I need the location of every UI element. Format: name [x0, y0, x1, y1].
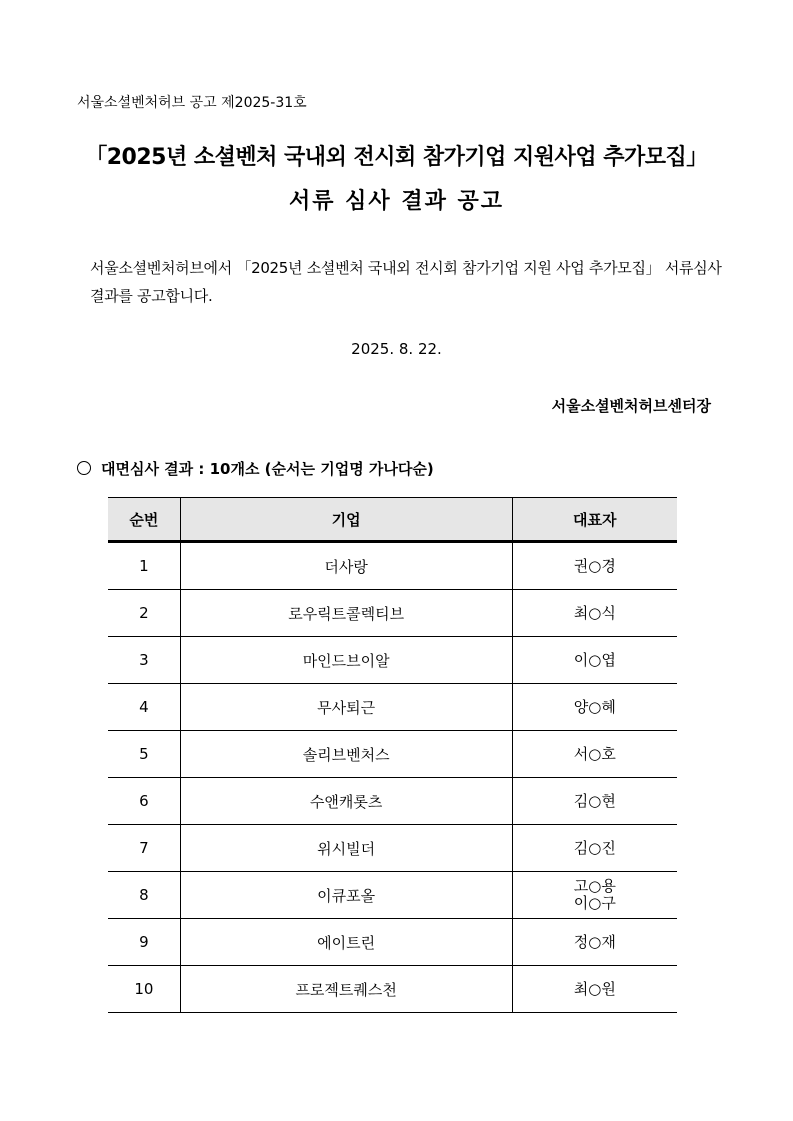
- cell-no: 4: [108, 684, 180, 731]
- header-company: 기업: [180, 498, 512, 542]
- table-row: [108, 684, 677, 731]
- cell-no: 3: [108, 637, 180, 684]
- representative-name: 서○호: [573, 744, 616, 763]
- cell-representative: [512, 590, 677, 637]
- section-title: 대면심사 결과 : 10개소 (순서는 기업명 가나다순): [101, 460, 434, 478]
- header-no: 순번: [108, 498, 180, 542]
- cell-representative: [512, 872, 677, 919]
- representative-name: 고○용: [573, 877, 616, 895]
- cell-company: 로우릭트콜렉티브: [180, 590, 512, 637]
- table-header-row: [108, 498, 677, 542]
- table-row: [108, 637, 677, 684]
- cell-company: 이큐포올: [180, 872, 512, 919]
- cell-company: 프로젝트퀘스천: [180, 966, 512, 1013]
- cell-company: 위시빌더: [180, 825, 512, 872]
- table-row: [108, 778, 677, 825]
- cell-company: 솔리브벤처스: [180, 731, 512, 778]
- representative-name: 김○진: [573, 838, 616, 857]
- cell-no: 9: [108, 919, 180, 966]
- cell-representative: [512, 542, 677, 590]
- representative-name: 김○현: [573, 791, 616, 810]
- header-representative: 대표자: [512, 498, 677, 542]
- cell-no: 7: [108, 825, 180, 872]
- table-row: [108, 966, 677, 1013]
- table-row: [108, 825, 677, 872]
- cell-representative: [512, 966, 677, 1013]
- cell-representative: [512, 919, 677, 966]
- results-table: [108, 497, 677, 1013]
- cell-company: 더사랑: [180, 542, 512, 590]
- cell-representative: [512, 637, 677, 684]
- cell-representative: [512, 825, 677, 872]
- cell-company: 에이트린: [180, 919, 512, 966]
- representative-name: 정○재: [573, 932, 616, 951]
- cell-no: 6: [108, 778, 180, 825]
- table-row: [108, 919, 677, 966]
- cell-company: 마인드브이알: [180, 637, 512, 684]
- representative-name: 이○엽: [573, 650, 616, 669]
- announcement-date: 2025. 8. 22.: [351, 340, 442, 358]
- cell-no: 8: [108, 872, 180, 919]
- cell-representative: [512, 778, 677, 825]
- table-body: [108, 542, 677, 1013]
- cell-company: 수앤캐롯츠: [180, 778, 512, 825]
- cell-representative: [512, 684, 677, 731]
- table-row: [108, 590, 677, 637]
- representative-name: 권○경: [573, 556, 616, 575]
- title-line-1: 「2025년 소셜벤처 국내외 전시회 참가기업 지원사업 추가모집」: [85, 145, 708, 170]
- cell-no: 1: [108, 542, 180, 590]
- cell-no: 10: [108, 966, 180, 1013]
- body-paragraph: 서울소셜벤처허브에서 「2025년 소셜벤처 국내외 전시회 참가기업 지원 사업 추가모집」 서류심사 결과를 공고합니다.: [90, 259, 722, 305]
- table-row: [108, 872, 677, 919]
- table-row: [108, 542, 677, 590]
- notice-number: 서울소셜벤처허브 공고 제2025-31호: [77, 95, 307, 111]
- cell-no: 5: [108, 731, 180, 778]
- representative-name: 이○구: [573, 894, 616, 912]
- title-line-2: 서류 심사 결과 공고: [289, 189, 504, 214]
- cell-company: 무사퇴근: [180, 684, 512, 731]
- circle-bullet-icon: [77, 461, 91, 475]
- representative-name: 최○식: [573, 603, 616, 622]
- cell-representative: [512, 731, 677, 778]
- cell-no: 2: [108, 590, 180, 637]
- section-heading: [77, 458, 434, 479]
- signer-name: 서울소셜벤처허브센터장: [551, 397, 711, 415]
- table-row: [108, 731, 677, 778]
- representative-name: 양○혜: [573, 697, 616, 716]
- representative-name: 최○원: [573, 979, 616, 998]
